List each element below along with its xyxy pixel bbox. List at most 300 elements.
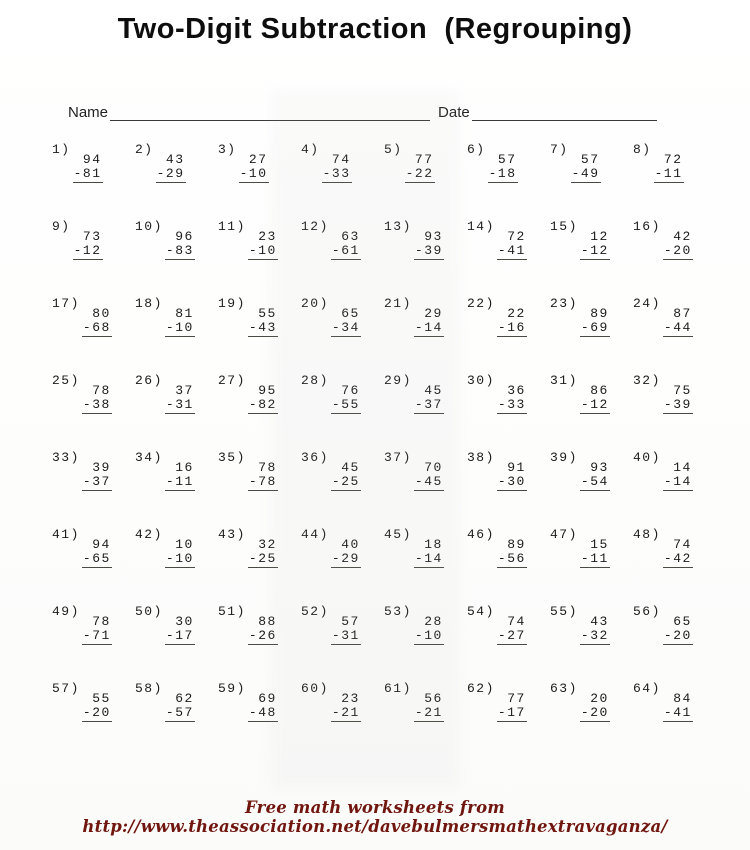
minuend: 43 (590, 614, 609, 629)
problem-number: 32) (633, 373, 661, 388)
problem-stack (580, 615, 610, 645)
subtrahend: -14 (663, 474, 692, 489)
subtraction-problem (52, 682, 135, 759)
problem-number: 8) (633, 142, 652, 157)
problem-number: 46) (467, 527, 495, 542)
minuend: 37 (175, 383, 194, 398)
problem-stack (248, 615, 278, 645)
minuend: 18 (424, 537, 443, 552)
problem-number: 60) (301, 681, 329, 696)
subtraction-problem (301, 682, 384, 759)
problem-stack (497, 461, 527, 491)
subtrahend: -20 (663, 243, 692, 258)
problem-stack (156, 153, 186, 183)
subtrahend: -10 (165, 551, 194, 566)
problem-stack (331, 307, 361, 337)
subtrahend: -56 (497, 551, 526, 566)
problem-stack (580, 538, 610, 568)
subtrahend: -71 (82, 628, 111, 643)
problem-stack (165, 692, 195, 722)
subtrahend: -42 (663, 551, 692, 566)
subtraction-problem (550, 528, 633, 605)
minuend: 78 (92, 383, 111, 398)
subtraction-problem (52, 605, 135, 682)
subtrahend: -22 (405, 166, 434, 181)
subtrahend: -10 (414, 628, 443, 643)
minuend: 65 (341, 306, 360, 321)
subtrahend: -21 (414, 705, 443, 720)
minuend: 74 (673, 537, 692, 552)
problem-number: 49) (52, 604, 80, 619)
problem-number: 28) (301, 373, 329, 388)
subtraction-problem (135, 220, 218, 297)
subtraction-problem (384, 682, 467, 759)
problem-stack (331, 461, 361, 491)
subtraction-problem (550, 605, 633, 682)
minuend: 93 (424, 229, 443, 244)
subtraction-problem (135, 451, 218, 528)
minuend: 94 (82, 152, 102, 167)
problem-number: 31) (550, 373, 578, 388)
subtraction-problem (301, 605, 384, 682)
problem-stack (497, 538, 527, 568)
problem-number: 39) (550, 450, 578, 465)
subtrahend: -11 (165, 474, 194, 489)
subtrahend: -32 (580, 628, 609, 643)
subtrahend: -16 (497, 320, 526, 335)
subtraction-problem (218, 297, 301, 374)
subtrahend: -78 (248, 474, 277, 489)
problem-number: 54) (467, 604, 495, 619)
subtrahend: -21 (331, 705, 360, 720)
problem-number: 41) (52, 527, 80, 542)
problem-number: 18) (135, 296, 163, 311)
minuend: 80 (92, 306, 111, 321)
minuend: 23 (258, 229, 277, 244)
minuend: 91 (507, 460, 526, 475)
subtraction-problem (467, 220, 550, 297)
problem-number: 17) (52, 296, 80, 311)
problem-number: 62) (467, 681, 495, 696)
minuend: 95 (258, 383, 277, 398)
problem-number: 10) (135, 219, 163, 234)
subtrahend: -10 (248, 243, 277, 258)
subtrahend: -55 (331, 397, 360, 412)
minuend: 70 (424, 460, 443, 475)
subtrahend: -29 (331, 551, 360, 566)
minuend: 93 (590, 460, 609, 475)
problem-stack (414, 384, 444, 414)
minuend: 32 (258, 537, 277, 552)
subtraction-problem (633, 605, 716, 682)
problem-number: 29) (384, 373, 412, 388)
problem-stack (82, 692, 112, 722)
subtrahend: -43 (248, 320, 277, 335)
problem-number: 24) (633, 296, 661, 311)
problem-number: 9) (52, 219, 71, 234)
subtraction-problem (135, 528, 218, 605)
subtraction-problem (467, 528, 550, 605)
problem-stack (331, 384, 361, 414)
subtrahend: -11 (654, 166, 683, 181)
problem-stack (488, 153, 518, 183)
subtrahend: -27 (497, 628, 526, 643)
subtraction-problem (218, 605, 301, 682)
minuend: 72 (507, 229, 526, 244)
problem-number: 45) (384, 527, 412, 542)
problem-number: 22) (467, 296, 495, 311)
problem-stack (663, 307, 693, 337)
problem-stack (580, 461, 610, 491)
minuend: 55 (258, 306, 277, 321)
subtraction-problem (633, 143, 716, 220)
problem-stack (654, 153, 684, 183)
problem-number: 6) (467, 142, 486, 157)
problem-number: 40) (633, 450, 661, 465)
problem-number: 7) (550, 142, 569, 157)
subtraction-problem (301, 528, 384, 605)
problem-stack (414, 538, 444, 568)
subtrahend: -31 (331, 628, 360, 643)
subtraction-problem (550, 220, 633, 297)
problem-stack (331, 615, 361, 645)
subtraction-problem (218, 451, 301, 528)
problem-stack (331, 230, 361, 260)
subtraction-problem (301, 143, 384, 220)
problem-number: 2) (135, 142, 154, 157)
subtrahend: -14 (414, 551, 443, 566)
subtrahend: -10 (239, 166, 268, 181)
subtraction-problem (301, 374, 384, 451)
subtraction-problem (633, 451, 716, 528)
minuend: 74 (331, 152, 351, 167)
subtraction-problem (633, 220, 716, 297)
subtraction-problem (135, 605, 218, 682)
subtrahend: -20 (663, 628, 692, 643)
problem-stack (580, 230, 610, 260)
problem-number: 51) (218, 604, 246, 619)
problem-stack (405, 153, 435, 183)
minuend: 12 (590, 229, 609, 244)
subtraction-problem (384, 605, 467, 682)
subtraction-problem (384, 143, 467, 220)
problem-stack (82, 307, 112, 337)
problem-stack (663, 461, 693, 491)
minuend: 16 (175, 460, 194, 475)
minuend: 28 (424, 614, 443, 629)
minuend: 14 (673, 460, 692, 475)
subtrahend: -33 (322, 166, 351, 181)
problem-stack (248, 692, 278, 722)
minuend: 87 (673, 306, 692, 321)
minuend: 81 (175, 306, 194, 321)
problem-stack (663, 230, 693, 260)
minuend: 23 (341, 691, 360, 706)
problems-grid (52, 143, 750, 759)
minuend: 69 (258, 691, 277, 706)
minuend: 74 (507, 614, 526, 629)
minuend: 30 (175, 614, 194, 629)
problem-number: 57) (52, 681, 80, 696)
subtraction-problem (384, 528, 467, 605)
minuend: 36 (507, 383, 526, 398)
subtrahend: -44 (663, 320, 692, 335)
subtraction-problem (384, 220, 467, 297)
problem-number: 15) (550, 219, 578, 234)
minuend: 89 (507, 537, 526, 552)
subtrahend: -20 (82, 705, 111, 720)
minuend: 89 (590, 306, 609, 321)
subtraction-problem (467, 297, 550, 374)
name-date-row (68, 104, 680, 121)
subtrahend: -68 (82, 320, 111, 335)
problem-number: 48) (633, 527, 661, 542)
problem-stack (248, 461, 278, 491)
subtraction-problem (301, 297, 384, 374)
subtrahend: -83 (165, 243, 194, 258)
problem-stack (331, 692, 361, 722)
problem-number: 33) (52, 450, 80, 465)
subtrahend: -82 (248, 397, 277, 412)
problem-number: 34) (135, 450, 163, 465)
problem-stack (248, 538, 278, 568)
subtraction-problem (633, 528, 716, 605)
subtrahend: -39 (663, 397, 692, 412)
problem-number: 19) (218, 296, 246, 311)
problem-stack (414, 307, 444, 337)
problem-number: 5) (384, 142, 403, 157)
problem-stack (663, 692, 693, 722)
subtrahend: -12 (580, 397, 609, 412)
problem-stack (663, 538, 693, 568)
minuend: 27 (248, 152, 268, 167)
problem-number: 63) (550, 681, 578, 696)
problem-number: 50) (135, 604, 163, 619)
minuend: 40 (341, 537, 360, 552)
problem-number: 14) (467, 219, 495, 234)
subtraction-problem (384, 374, 467, 451)
subtraction-problem (467, 605, 550, 682)
problem-number: 35) (218, 450, 246, 465)
subtraction-problem (301, 451, 384, 528)
subtraction-problem (218, 374, 301, 451)
problem-stack (82, 615, 112, 645)
minuend: 84 (673, 691, 692, 706)
minuend: 73 (82, 229, 102, 244)
subtrahend: -10 (165, 320, 194, 335)
problem-number: 3) (218, 142, 237, 157)
problem-number: 20) (301, 296, 329, 311)
footer-credit: Free math worksheets from http://www.theassociation.net/davebulmersmathextravaganza/ (82, 798, 668, 836)
problem-stack (663, 384, 693, 414)
subtrahend: -14 (414, 320, 443, 335)
subtraction-problem (467, 143, 550, 220)
problem-number: 43) (218, 527, 246, 542)
subtrahend: -54 (580, 474, 609, 489)
subtrahend: -30 (497, 474, 526, 489)
problem-stack (571, 153, 601, 183)
minuend: 56 (424, 691, 443, 706)
page-title: Two-Digit Subtraction (Regrouping) (117, 13, 633, 45)
problem-number: 1) (52, 142, 71, 157)
subtraction-problem (550, 143, 633, 220)
subtraction-problem (467, 451, 550, 528)
subtraction-problem (135, 143, 218, 220)
problem-number: 27) (218, 373, 246, 388)
minuend: 75 (673, 383, 692, 398)
subtraction-problem (301, 220, 384, 297)
subtraction-problem (218, 220, 301, 297)
minuend: 22 (507, 306, 526, 321)
subtrahend: -25 (331, 474, 360, 489)
subtraction-problem (52, 220, 135, 297)
problem-number: 56) (633, 604, 661, 619)
problem-stack (414, 461, 444, 491)
minuend: 77 (507, 691, 526, 706)
problem-number: 55) (550, 604, 578, 619)
subtraction-problem (135, 374, 218, 451)
subtraction-problem (218, 682, 301, 759)
minuend: 43 (165, 152, 185, 167)
problem-stack (580, 307, 610, 337)
problem-number: 38) (467, 450, 495, 465)
problem-stack (165, 384, 195, 414)
subtrahend: -17 (497, 705, 526, 720)
minuend: 78 (92, 614, 111, 629)
minuend: 10 (175, 537, 194, 552)
problem-stack (497, 230, 527, 260)
subtrahend: -61 (331, 243, 360, 258)
problem-stack (580, 692, 610, 722)
date-label: Date (438, 104, 470, 121)
problem-stack (580, 384, 610, 414)
problem-number: 4) (301, 142, 320, 157)
subtraction-problem (52, 297, 135, 374)
problem-number: 52) (301, 604, 329, 619)
subtrahend: -57 (165, 705, 194, 720)
minuend: 96 (175, 229, 194, 244)
problem-stack (73, 153, 103, 183)
problem-stack (73, 230, 103, 260)
problem-stack (82, 384, 112, 414)
minuend: 42 (673, 229, 692, 244)
subtrahend: -81 (73, 166, 102, 181)
problem-stack (497, 307, 527, 337)
subtrahend: -29 (156, 166, 185, 181)
subtrahend: -37 (82, 474, 111, 489)
subtrahend: -34 (331, 320, 360, 335)
minuend: 20 (590, 691, 609, 706)
problem-number: 59) (218, 681, 246, 696)
problem-stack (497, 692, 527, 722)
minuend: 55 (92, 691, 111, 706)
subtrahend: -12 (73, 243, 102, 258)
problem-number: 53) (384, 604, 412, 619)
problem-number: 61) (384, 681, 412, 696)
minuend: 57 (580, 152, 600, 167)
minuend: 77 (414, 152, 434, 167)
subtrahend: -41 (663, 705, 692, 720)
subtraction-problem (218, 143, 301, 220)
problem-number: 16) (633, 219, 661, 234)
problem-stack (248, 384, 278, 414)
subtrahend: -18 (488, 166, 517, 181)
subtrahend: -17 (165, 628, 194, 643)
subtrahend: -48 (248, 705, 277, 720)
minuend: 86 (590, 383, 609, 398)
subtraction-problem (550, 451, 633, 528)
subtrahend: -31 (165, 397, 194, 412)
problem-stack (497, 615, 527, 645)
problem-number: 47) (550, 527, 578, 542)
subtraction-problem (633, 297, 716, 374)
subtraction-problem (467, 682, 550, 759)
problem-number: 58) (135, 681, 163, 696)
subtraction-problem (218, 528, 301, 605)
minuend: 29 (424, 306, 443, 321)
minuend: 39 (92, 460, 111, 475)
subtrahend: -41 (497, 243, 526, 258)
name-label: Name (68, 104, 109, 121)
problem-number: 12) (301, 219, 329, 234)
minuend: 72 (663, 152, 683, 167)
subtraction-problem (467, 374, 550, 451)
problem-number: 44) (301, 527, 329, 542)
problem-number: 21) (384, 296, 412, 311)
problem-stack (414, 230, 444, 260)
subtrahend: -33 (497, 397, 526, 412)
subtraction-problem (550, 374, 633, 451)
minuend: 57 (341, 614, 360, 629)
problem-number: 30) (467, 373, 495, 388)
problem-stack (165, 461, 195, 491)
subtrahend: -38 (82, 397, 111, 412)
subtrahend: -26 (248, 628, 277, 643)
problem-number: 37) (384, 450, 412, 465)
subtraction-problem (135, 297, 218, 374)
subtraction-problem (52, 451, 135, 528)
problem-number: 13) (384, 219, 412, 234)
subtrahend: -39 (414, 243, 443, 258)
minuend: 45 (424, 383, 443, 398)
subtraction-problem (384, 451, 467, 528)
subtraction-problem (633, 682, 716, 759)
problem-number: 42) (135, 527, 163, 542)
problem-number: 26) (135, 373, 163, 388)
problem-stack (165, 615, 195, 645)
minuend: 94 (92, 537, 111, 552)
subtraction-problem (633, 374, 716, 451)
subtraction-problem (52, 528, 135, 605)
subtraction-problem (52, 143, 135, 220)
subtrahend: -65 (82, 551, 111, 566)
problem-stack (82, 538, 112, 568)
minuend: 65 (673, 614, 692, 629)
problem-number: 11) (218, 219, 246, 234)
subtrahend: -11 (580, 551, 609, 566)
subtrahend: -12 (580, 243, 609, 258)
subtraction-problem (550, 297, 633, 374)
subtraction-problem (52, 374, 135, 451)
problem-stack (497, 384, 527, 414)
subtrahend: -20 (580, 705, 609, 720)
minuend: 78 (258, 460, 277, 475)
problem-number: 64) (633, 681, 661, 696)
subtraction-problem (135, 682, 218, 759)
problem-number: 36) (301, 450, 329, 465)
subtrahend: -69 (580, 320, 609, 335)
problem-number: 25) (52, 373, 80, 388)
